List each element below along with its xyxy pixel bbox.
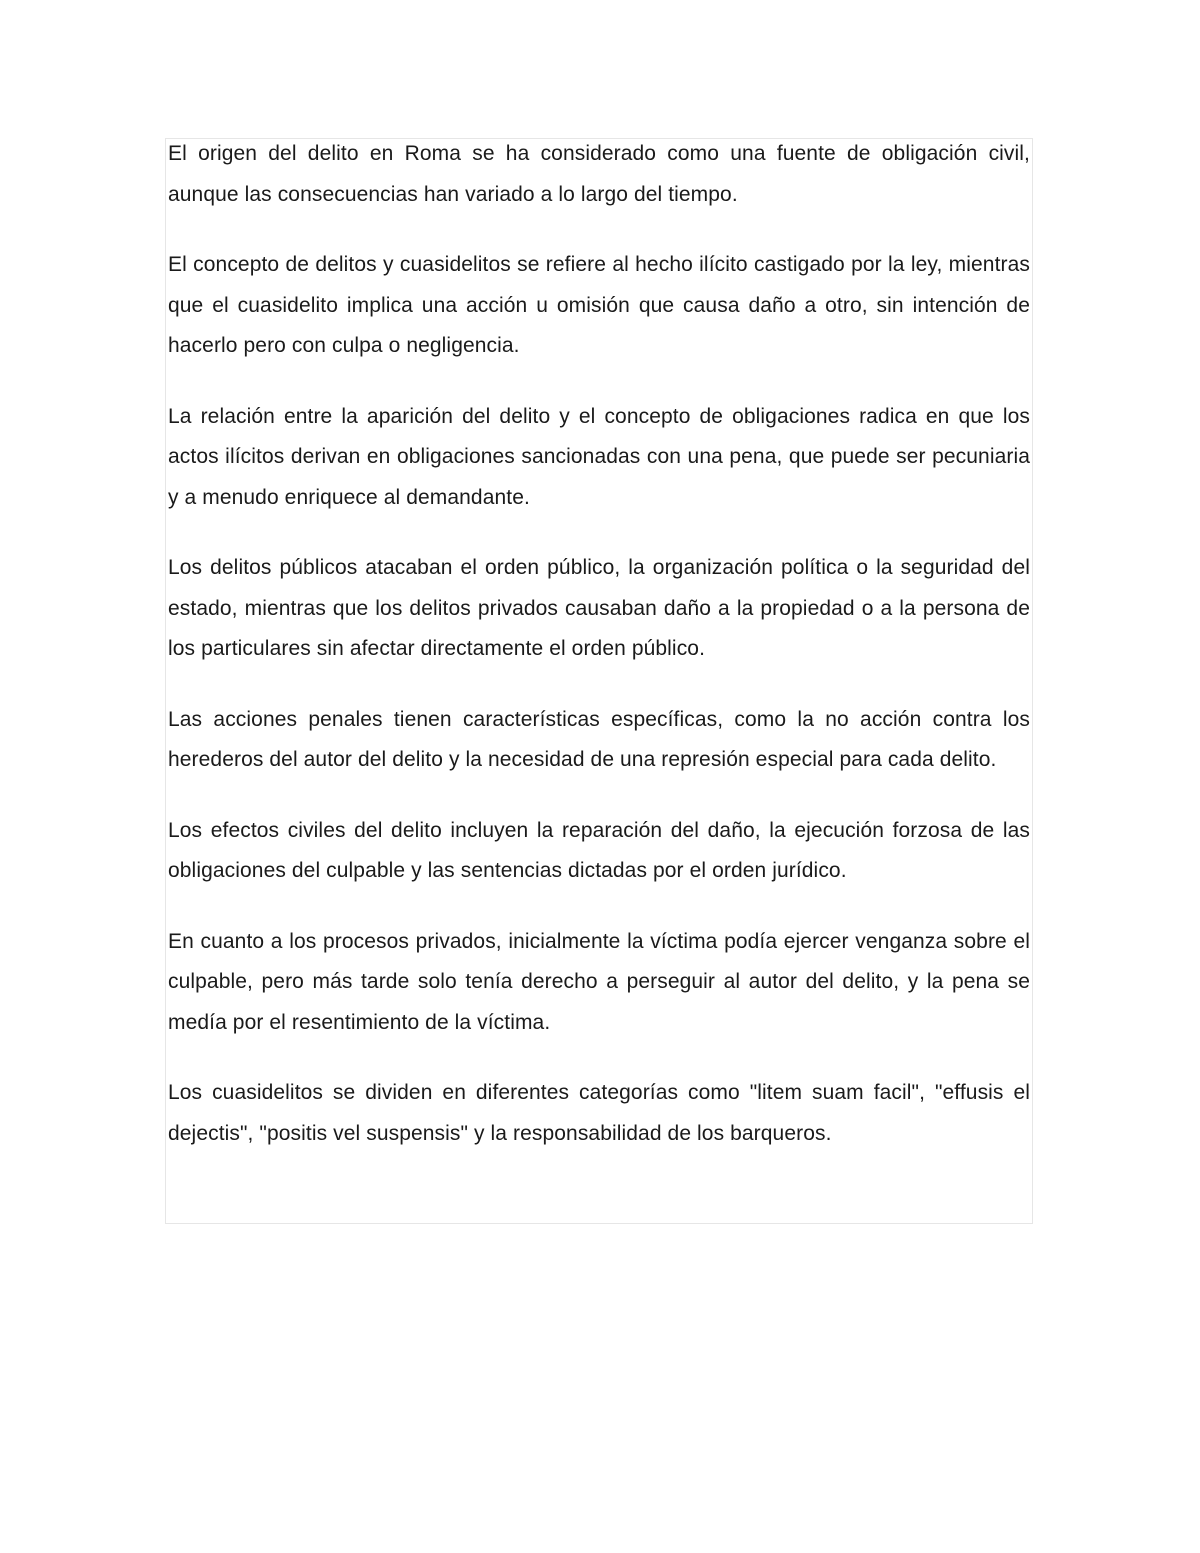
paragraph-3: La relación entre la aparición del delito y el concepto de obligaciones radica en que los actos ilícitos derivan en obligaciones sancionadas con una pena, que puede ser pecuniaria y a menudo enriquece al demandante. (168, 404, 1030, 509)
paragraph-6: Los efectos civiles del delito incluyen la reparación del daño, la ejecución forzosa de las obligaciones del culpable y las sentencias dictadas por el orden jurídico. (168, 818, 1030, 882)
paragraph-7: En cuanto a los procesos privados, inicialmente la víctima podía ejercer venganza sobre el culpable, pero más tarde solo tenía derecho a perseguir al autor del delito, y la pena se medía por el resentimiento de la víctima. (168, 929, 1030, 1034)
paragraph-8: Los cuasidelitos se dividen en diferentes categorías como "litem suam facil", "effusis el dejectis", "positis vel suspensis" y la responsabilidad de los barqueros. (168, 1081, 1030, 1145)
paragraph-5: Las acciones penales tienen características específicas, como la no acción contra los herederos del autor del delito y la necesidad de una represión especial para cada delito. (168, 707, 1030, 771)
paragraph-1: El origen del delito en Roma se ha considerado como una fuente de obligación civil, aunque las consecuencias han variado a lo largo del tiempo. (168, 142, 1030, 206)
paragraph-4: Los delitos públicos atacaban el orden público, la organización política o la seguridad del estado, mientras que los delitos privados causaban daño a la propiedad o a la persona de los particulares sin afectar directamente el orden público. (168, 556, 1030, 660)
text-frame (165, 138, 1033, 1224)
paragraph-2: El concepto de delitos y cuasidelitos se refiere al hecho ilícito castigado por la ley, mientras que el cuasidelito implica una acción u omisión que causa daño a otro, sin intención de hacerlo pero con culpa o negligencia. (168, 253, 1030, 357)
